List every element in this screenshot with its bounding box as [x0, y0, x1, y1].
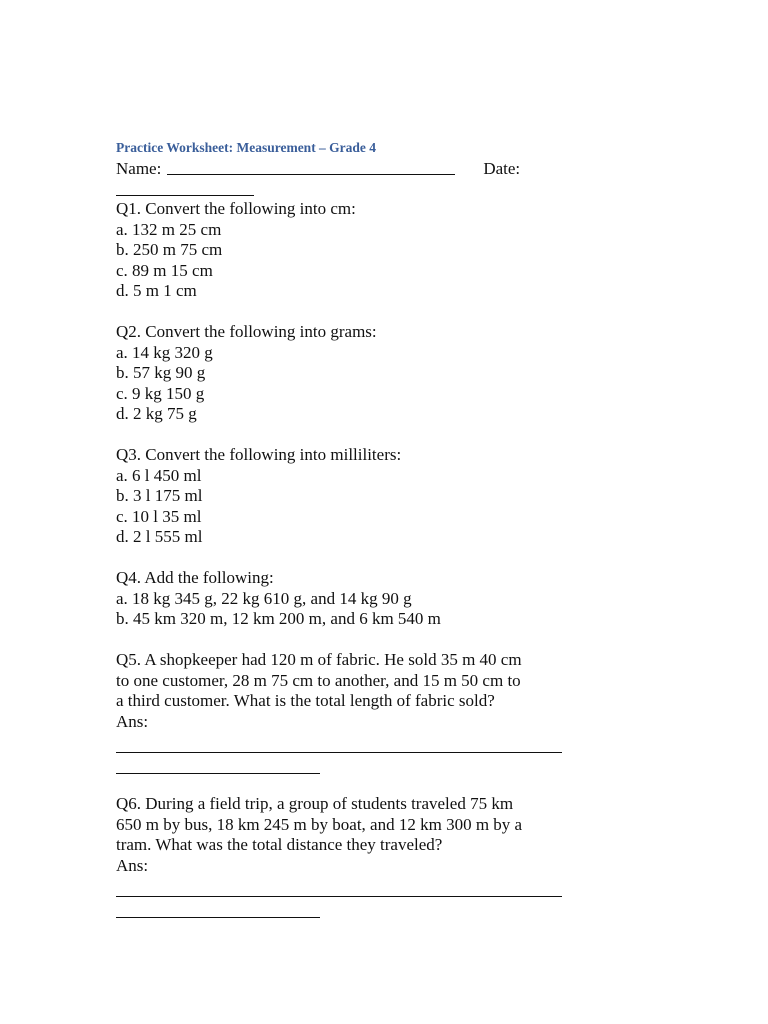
answer-blank-line [116, 876, 562, 897]
worksheet-page [116, 139, 566, 926]
name-label: Name: [116, 159, 162, 178]
name-date-row [116, 158, 566, 179]
question-item: b. 250 m 75 cm [116, 240, 223, 259]
question-4 [116, 568, 566, 630]
question-text-line: Q6. During a field trip, a group of students traveled 75 km [116, 794, 514, 813]
date-blank-line [116, 179, 254, 196]
spacer [116, 302, 566, 323]
question-prompt: Q1. Convert the following into cm: [116, 199, 356, 218]
question-prompt: Q4. Add the following: [116, 568, 274, 587]
question-text-line: tram. What was the total distance they traveled? [116, 835, 443, 854]
question-text-line: 650 m by bus, 18 km 245 m by boat, and 12 km 300 m by a [116, 814, 523, 834]
question-text-line: a third customer. What is the total length of fabric sold? [116, 691, 495, 710]
date-label: Date: [483, 159, 521, 178]
question-item: a. 14 kg 320 g [116, 342, 213, 362]
question-6 [116, 794, 566, 918]
spacer [116, 630, 566, 651]
question-item: c. 9 kg 150 g [116, 383, 205, 403]
answer-label: Ans: [116, 711, 149, 731]
answer-blank-line [116, 732, 562, 753]
question-item: d. 5 m 1 cm [116, 281, 197, 300]
question-item: b. 45 km 320 m, 12 km 200 m, and 6 km 540 m [116, 609, 441, 628]
question-prompt: Q3. Convert the following into milliliters: [116, 445, 402, 464]
question-item: b. 3 l 175 ml [116, 486, 203, 505]
question-2 [116, 322, 566, 425]
question-1 [116, 199, 566, 302]
date-blank-row [116, 179, 566, 195]
question-item: c. 10 l 35 ml [116, 506, 202, 526]
spacer [116, 782, 566, 794]
question-3 [116, 445, 566, 548]
question-item: b. 57 kg 90 g [116, 363, 206, 382]
question-item: a. 6 l 450 ml [116, 465, 202, 485]
answer-label: Ans: [116, 855, 149, 875]
question-item: d. 2 l 555 ml [116, 527, 203, 546]
question-prompt: Q2. Convert the following into grams: [116, 322, 377, 341]
answer-blank-line [116, 897, 320, 918]
spacer [116, 425, 566, 446]
answer-blank-line [116, 753, 320, 774]
spacer [116, 548, 566, 569]
name-blank-line [167, 158, 455, 175]
question-5 [116, 650, 566, 774]
question-item: c. 89 m 15 cm [116, 260, 213, 280]
worksheet-title: Practice Worksheet: Measurement – Grade 4 [116, 140, 377, 155]
question-text-line: Q5. A shopkeeper had 120 m of fabric. He sold 35 m 40 cm [116, 650, 522, 669]
question-item: a. 18 kg 345 g, 22 kg 610 g, and 14 kg 90 g [116, 588, 412, 608]
question-text-line: to one customer, 28 m 75 cm to another, and 15 m 50 cm to [116, 670, 521, 690]
question-item: a. 132 m 25 cm [116, 219, 222, 239]
question-item: d. 2 kg 75 g [116, 404, 197, 423]
